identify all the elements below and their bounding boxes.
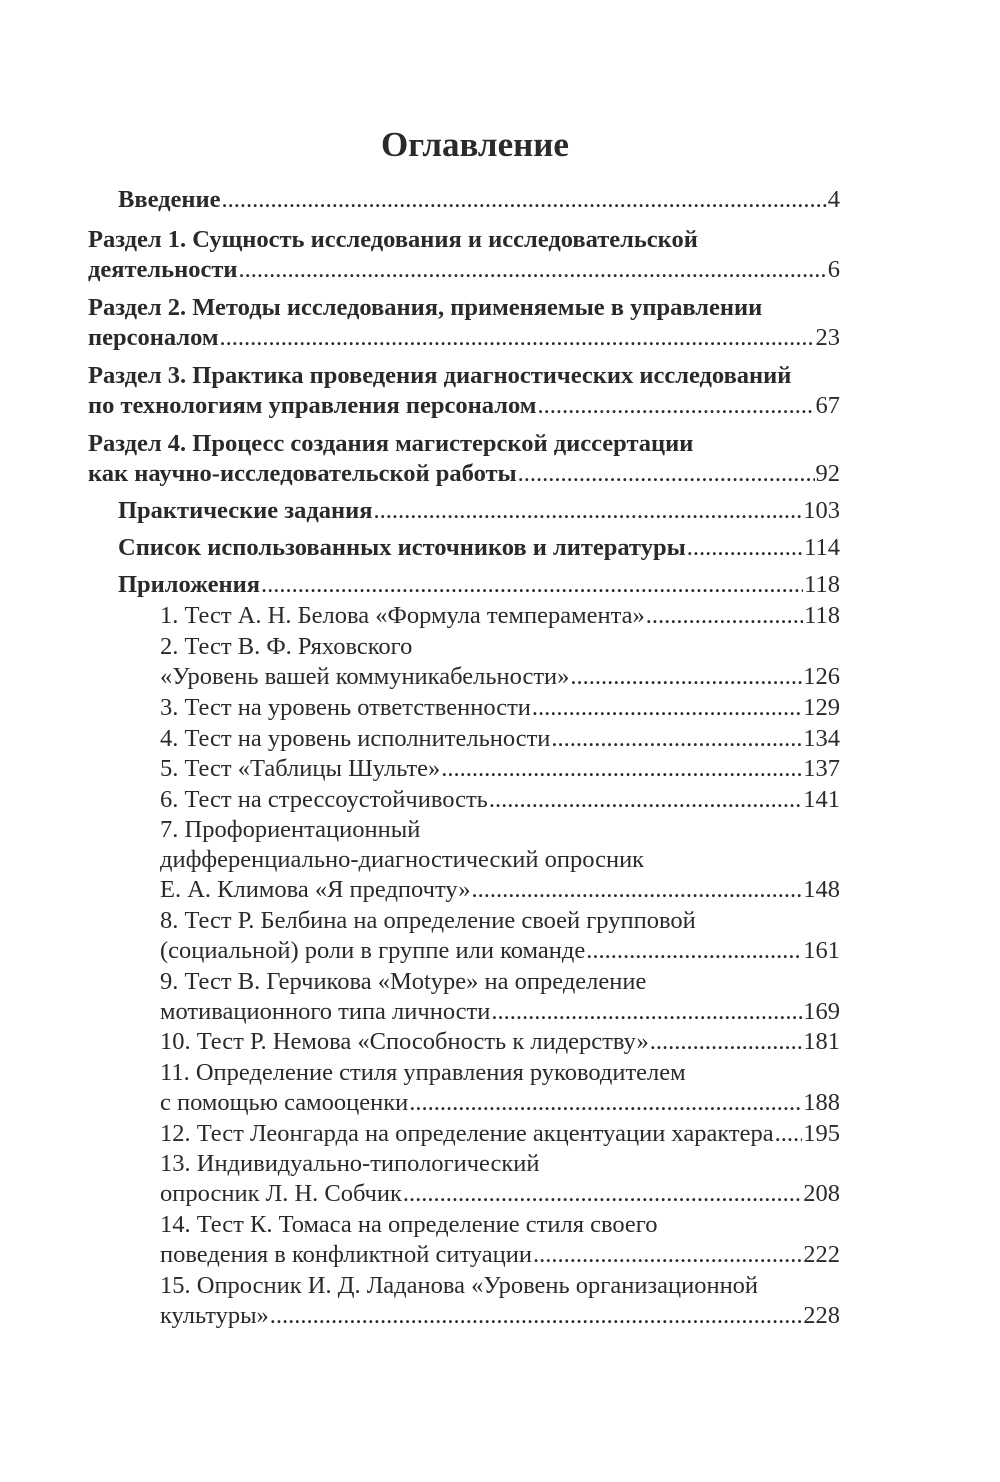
appendix-item-7-line1: 7. Профориентационный (160, 816, 421, 843)
appendix-item-title: 5. Тест «Таблицы Шульте» (160, 755, 441, 782)
appendix-item-11-line1: 11. Определение стиля управления руководителем (160, 1059, 686, 1086)
leader-dots (533, 1239, 802, 1271)
toc-entry-section-2-line1: Раздел 2. Методы исследования, применяемые в управлении (88, 294, 763, 321)
toc-entry-section-2 (88, 322, 840, 354)
leader-dots (441, 753, 802, 785)
leader-dots (532, 692, 802, 724)
leader-dots (491, 996, 802, 1028)
toc-page-number: 103 (803, 497, 840, 524)
toc-page-number: 169 (803, 998, 840, 1025)
toc-entry-section-4 (88, 458, 840, 490)
appendix-item-14 (160, 1239, 840, 1271)
appendix-item-7-line2: дифференциально-диагностический опросник (160, 846, 645, 873)
appendix-item-15 (160, 1300, 840, 1332)
toc-entry-title: Список использованных источников и литературы (118, 534, 686, 561)
toc-entry-tasks (118, 495, 840, 527)
leader-dots (261, 569, 803, 601)
appendix-item-title: с помощью самооценки (160, 1089, 409, 1116)
appendix-item-title: 4. Тест на уровень исполнительности (160, 725, 551, 752)
appendix-item-3 (160, 692, 840, 724)
toc-entry-section-1 (88, 254, 840, 286)
leader-dots (374, 495, 803, 527)
toc-page-number: 161 (803, 937, 840, 964)
toc-entry-section-4-line1: Раздел 4. Процесс создания магистерской диссертации (88, 430, 694, 457)
leader-dots (403, 1178, 802, 1210)
toc-entry-section-1-line1: Раздел 1. Сущность исследования и исследовательской (88, 226, 698, 253)
leader-dots (646, 600, 803, 632)
appendix-item-title: культуры» (160, 1302, 269, 1329)
appendix-item-13 (160, 1178, 840, 1210)
appendix-item-title: (социальной) роли в группе или команде (160, 937, 586, 964)
toc-entry-title: по технологиям управления персоналом (88, 392, 537, 419)
appendix-item-14-line1: 14. Тест К. Томаса на определение стиля своего (160, 1211, 658, 1238)
leader-dots (409, 1087, 802, 1119)
toc-entry-title: Практические задания (118, 497, 373, 524)
toc-page-number: 23 (815, 324, 840, 351)
leader-dots (471, 874, 802, 906)
toc-page-number: 137 (803, 755, 840, 782)
toc-page-number: 222 (803, 1241, 840, 1268)
leader-dots (239, 254, 827, 286)
toc-page-number: 129 (803, 694, 840, 721)
toc-page-number: 208 (803, 1180, 840, 1207)
appendix-item-11 (160, 1087, 840, 1119)
appendix-item-5 (160, 753, 840, 785)
appendix-item-2-line1: 2. Тест В. Ф. Ряховского (160, 633, 413, 660)
appendix-item-6 (160, 784, 840, 816)
toc-entry-appendix (118, 569, 840, 601)
appendix-item-title: 1. Тест А. Н. Белова «Формула темперамента» (160, 602, 645, 629)
toc-page-number: 126 (803, 663, 840, 690)
toc-entry-section-3-line1: Раздел 3. Практика проведения диагностических исследований (88, 362, 792, 389)
leader-dots (220, 322, 815, 354)
leader-dots (687, 532, 803, 564)
toc-entry-section-3 (88, 390, 840, 422)
appendix-item-title: 3. Тест на уровень ответственности (160, 694, 531, 721)
leader-dots (570, 661, 802, 693)
toc-entry-sources (118, 532, 840, 564)
toc-page-number: 134 (803, 725, 840, 752)
appendix-item-title: «Уровень вашей коммуникабельности» (160, 663, 570, 690)
leader-dots (650, 1026, 803, 1058)
appendix-item-title: опросник Л. Н. Собчик (160, 1180, 402, 1207)
leader-dots (551, 723, 802, 755)
leader-dots (518, 458, 815, 490)
appendix-item-2 (160, 661, 840, 693)
appendix-item-7 (160, 874, 840, 906)
toc-page-number: 228 (803, 1302, 840, 1329)
toc-page-number: 141 (803, 786, 840, 813)
appendix-item-13-line1: 13. Индивидуально-типологический (160, 1150, 540, 1177)
toc-page-number: 195 (803, 1120, 840, 1147)
toc-page-number: 181 (803, 1028, 840, 1055)
toc-page-number: 92 (815, 460, 840, 487)
appendix-item-10 (160, 1026, 840, 1058)
toc-page-number: 67 (815, 392, 840, 419)
appendix-item-1 (160, 600, 840, 632)
leader-dots (586, 935, 802, 967)
appendix-item-title: 12. Тест Леонгарда на определение акцентуации характера (160, 1120, 774, 1147)
appendix-item-12 (160, 1118, 840, 1150)
appendix-item-title: мотивационного типа личности (160, 998, 491, 1025)
toc-page-number: 4 (827, 186, 840, 213)
appendix-item-title: поведения в конфликтной ситуации (160, 1241, 532, 1268)
toc-entry-title: персоналом (88, 324, 219, 351)
toc-page-number: 148 (803, 876, 840, 903)
toc-entry-title: Приложения (118, 571, 260, 598)
appendix-item-title: Е. А. Климова «Я предпочту» (160, 876, 471, 903)
leader-dots (489, 784, 802, 816)
appendix-item-9-line1: 9. Тест В. Герчикова «Motype» на определение (160, 968, 647, 995)
appendix-item-title: 10. Тест Р. Немова «Способность к лидерству» (160, 1028, 649, 1055)
leader-dots (270, 1300, 802, 1332)
toc-page-number: 188 (803, 1089, 840, 1116)
toc-page-number: 118 (804, 571, 840, 598)
toc-entry-intro (118, 184, 840, 216)
toc-entry-title: Введение (118, 186, 221, 213)
toc-page-number: 6 (827, 256, 840, 283)
appendix-item-8-line1: 8. Тест Р. Белбина на определение своей групповой (160, 907, 696, 934)
leader-dots (222, 184, 827, 216)
leader-dots (537, 390, 814, 422)
appendix-item-title: 6. Тест на стрессоустойчивость (160, 786, 488, 813)
leader-dots (775, 1118, 803, 1150)
toc-entry-title: деятельности (88, 256, 238, 283)
appendix-item-4 (160, 723, 840, 755)
appendix-item-15-line1: 15. Опросник И. Д. Ладанова «Уровень организационной (160, 1272, 759, 1299)
appendix-item-9 (160, 996, 840, 1028)
toc-page-number: 118 (804, 602, 840, 629)
page-title: Оглавление (381, 125, 569, 164)
toc-page-number: 114 (804, 534, 840, 561)
toc-entry-title: как научно-исследовательской работы (88, 460, 517, 487)
appendix-item-8 (160, 935, 840, 967)
